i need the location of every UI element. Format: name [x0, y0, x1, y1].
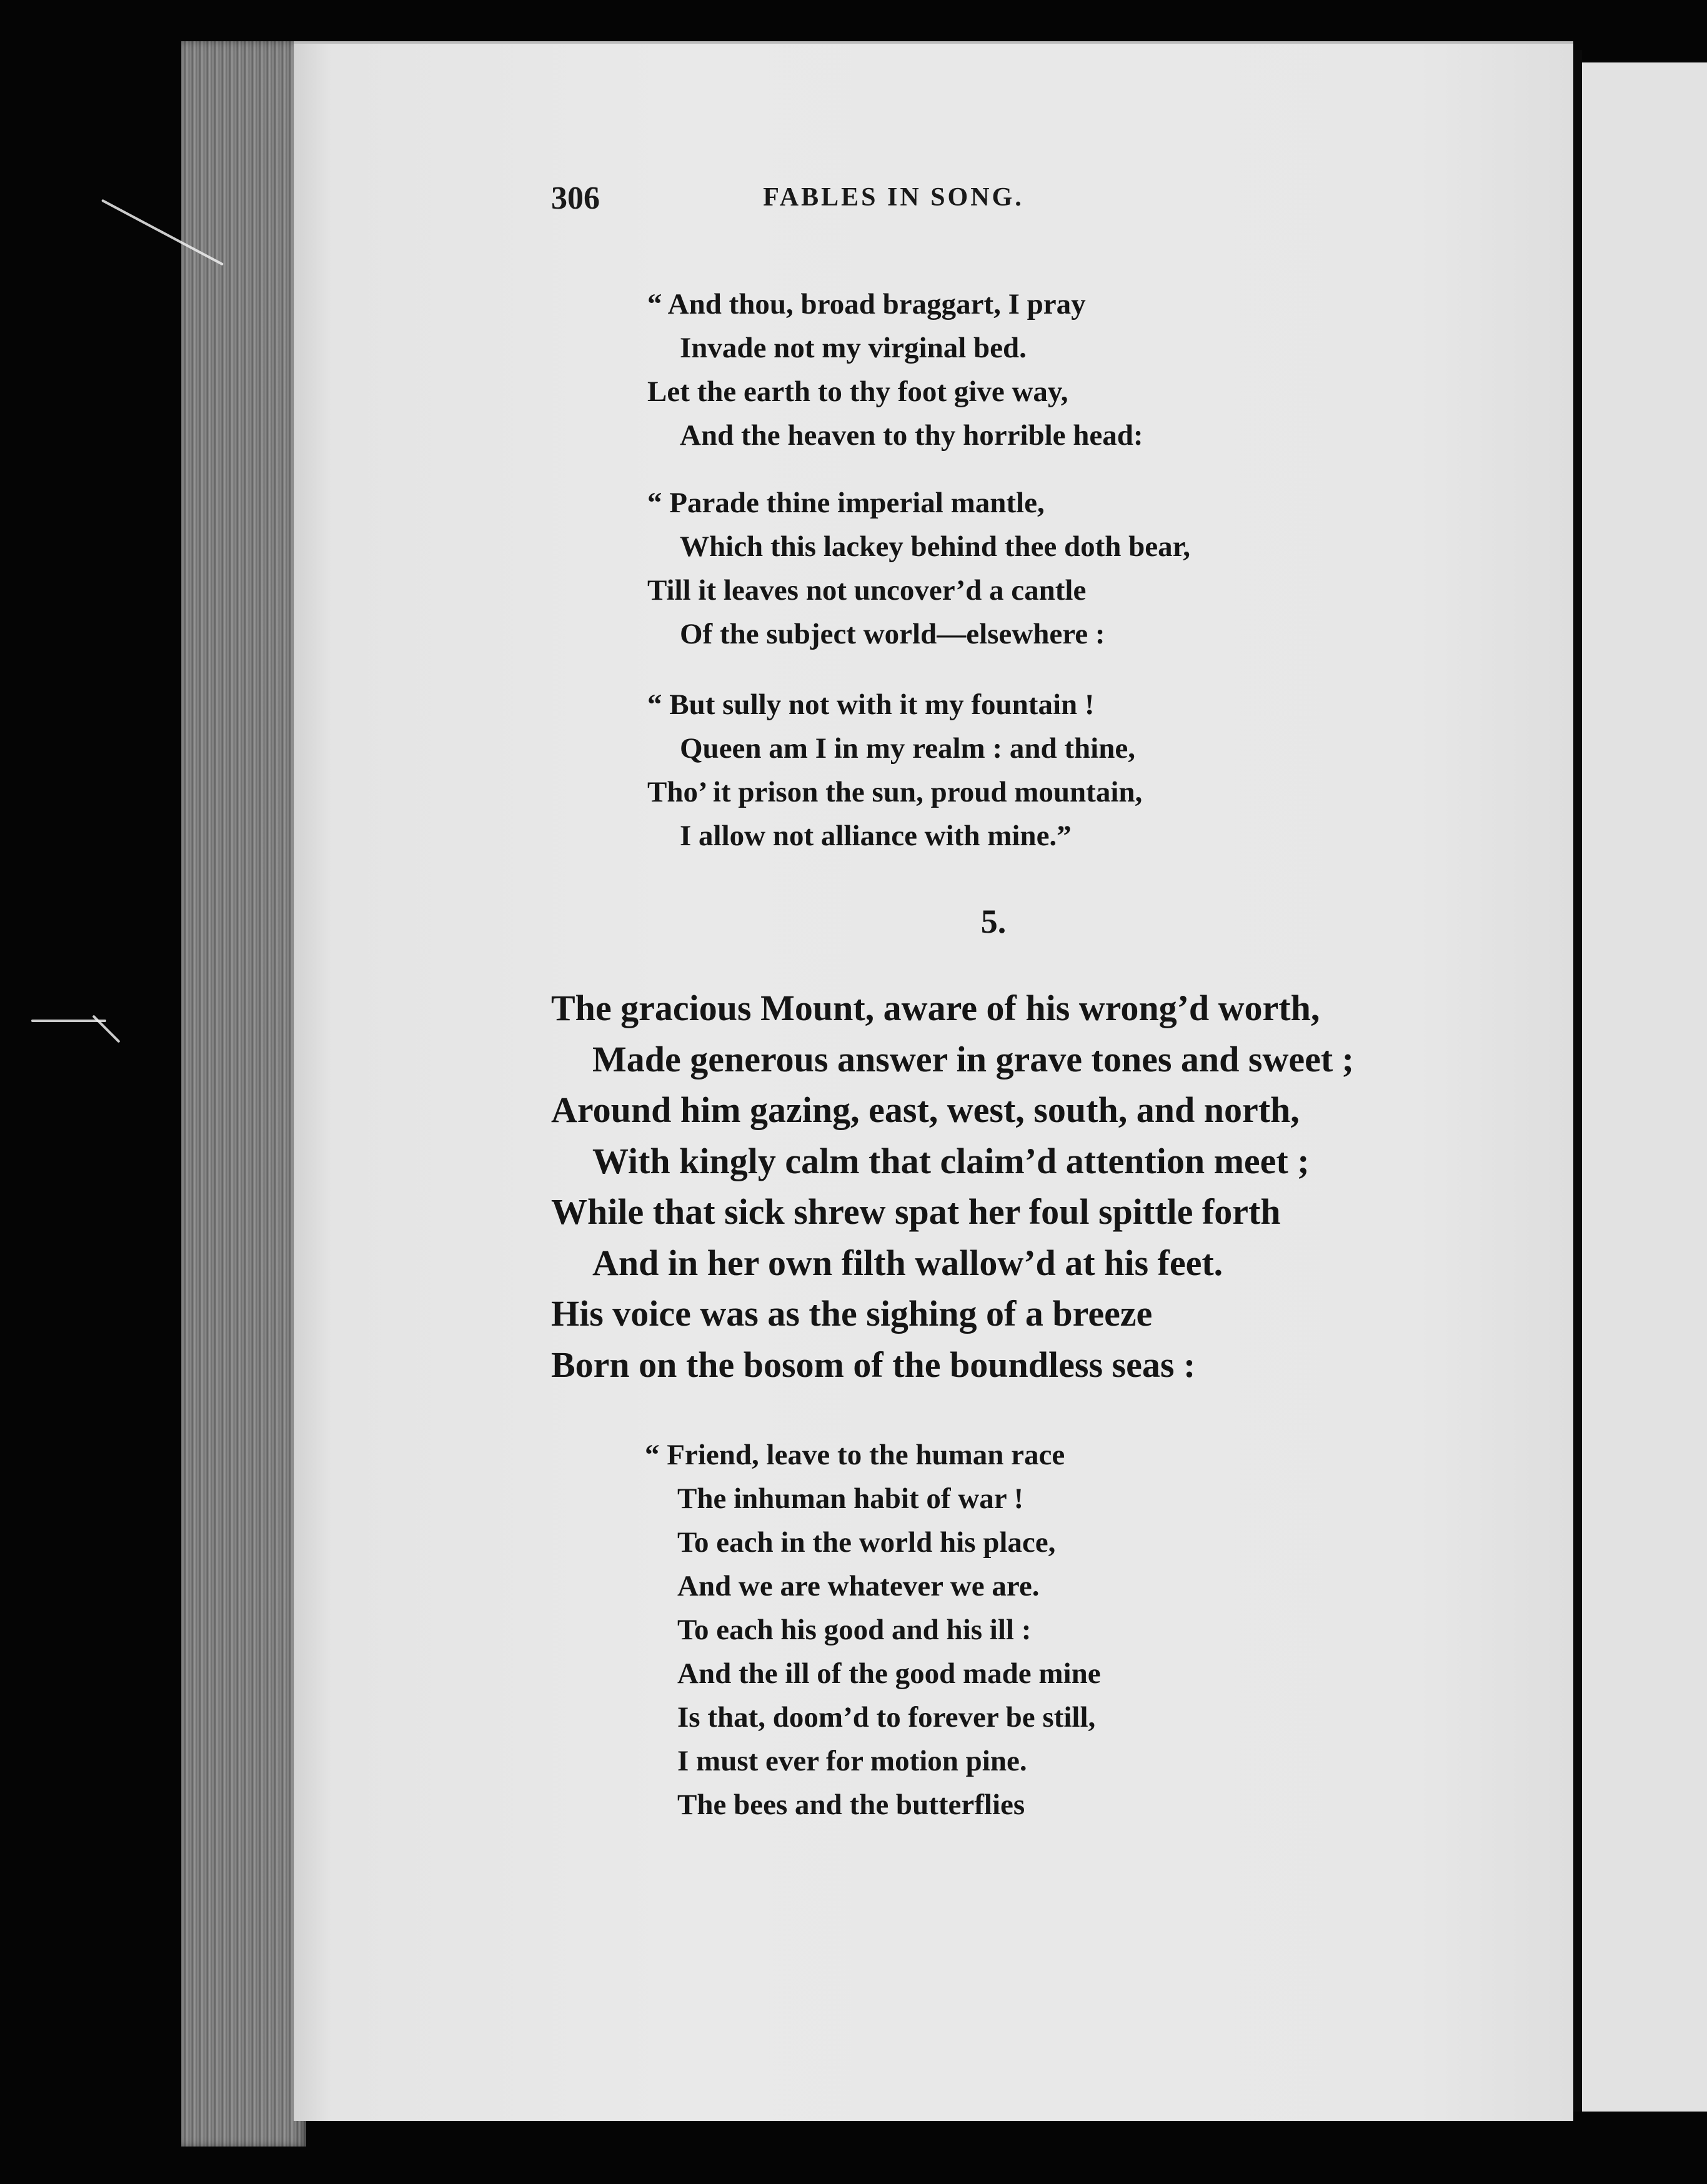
- verse-line: Of the subject world—elsewhere :: [680, 618, 1105, 650]
- verse-line: To each his good and his ill :: [677, 1614, 1032, 1646]
- verse-line: While that sick shrew spat her foul spittle forth: [551, 1191, 1281, 1232]
- verse-line: I must ever for motion pine.: [677, 1745, 1027, 1777]
- verse-line: The inhuman habit of war !: [677, 1482, 1024, 1515]
- final-stanza: [645, 1433, 1101, 1827]
- film-scratch: [92, 1015, 120, 1043]
- stanza-2: [647, 481, 1190, 656]
- verse-line: With kingly calm that claim’d attention meet ;: [592, 1140, 1310, 1181]
- verse-line: Which this lackey behind thee doth bear,: [680, 530, 1190, 563]
- verse-line: Invade not my virginal bed.: [680, 332, 1027, 364]
- verse-line: I allow not alliance with mine.”: [680, 820, 1072, 852]
- verse-line: Made generous answer in grave tones and sweet ;: [592, 1038, 1354, 1080]
- verse-line: And the heaven to thy horrible head:: [680, 419, 1143, 452]
- verse-line: Tho’ it prison the sun, proud mountain,: [647, 776, 1143, 808]
- verse-line: Let the earth to thy foot give way,: [647, 375, 1068, 408]
- verse-line: Queen am I in my realm : and thine,: [680, 732, 1135, 765]
- stanza-3: [647, 683, 1142, 858]
- running-title: FABLES IN SONG.: [763, 183, 1024, 212]
- verse-line: And the ill of the good made mine: [677, 1657, 1101, 1690]
- verse-line: Born on the bosom of the boundless seas :: [551, 1344, 1196, 1385]
- verse-line: And we are whatever we are.: [677, 1570, 1040, 1602]
- book-gutter: [1573, 50, 1582, 2112]
- verse-line: “ But sully not with it my fountain !: [647, 688, 1095, 721]
- verse-line: “ And thou, broad braggart, I pray: [647, 288, 1086, 320]
- verse-line: Around him gazing, east, west, south, and north,: [551, 1090, 1300, 1130]
- section-5-stanza: [551, 983, 1354, 1390]
- page-number: 306: [551, 181, 600, 216]
- verse-line: The gracious Mount, aware of his wrong’d worth,: [551, 988, 1320, 1028]
- verse-line: “ Friend, leave to the human race: [645, 1439, 1065, 1471]
- verse-line: Till it leaves not uncover’d a cantle: [647, 574, 1087, 607]
- facing-page-edge: [1582, 62, 1707, 2112]
- verse-line: “ Parade thine imperial mantle,: [647, 487, 1045, 519]
- page-edge-stack: [181, 41, 306, 2147]
- verse-line: To each in the world his place,: [677, 1526, 1056, 1559]
- section-number: 5.: [980, 903, 1007, 940]
- verse-line: The bees and the butterflies: [677, 1789, 1025, 1821]
- verse-line: Is that, doom’d to forever be still,: [677, 1701, 1096, 1734]
- verse-line: And in her own filth wallow’d at his feet.: [592, 1242, 1223, 1283]
- stanza-1: [647, 282, 1143, 457]
- verse-line: His voice was as the sighing of a breeze: [551, 1293, 1153, 1334]
